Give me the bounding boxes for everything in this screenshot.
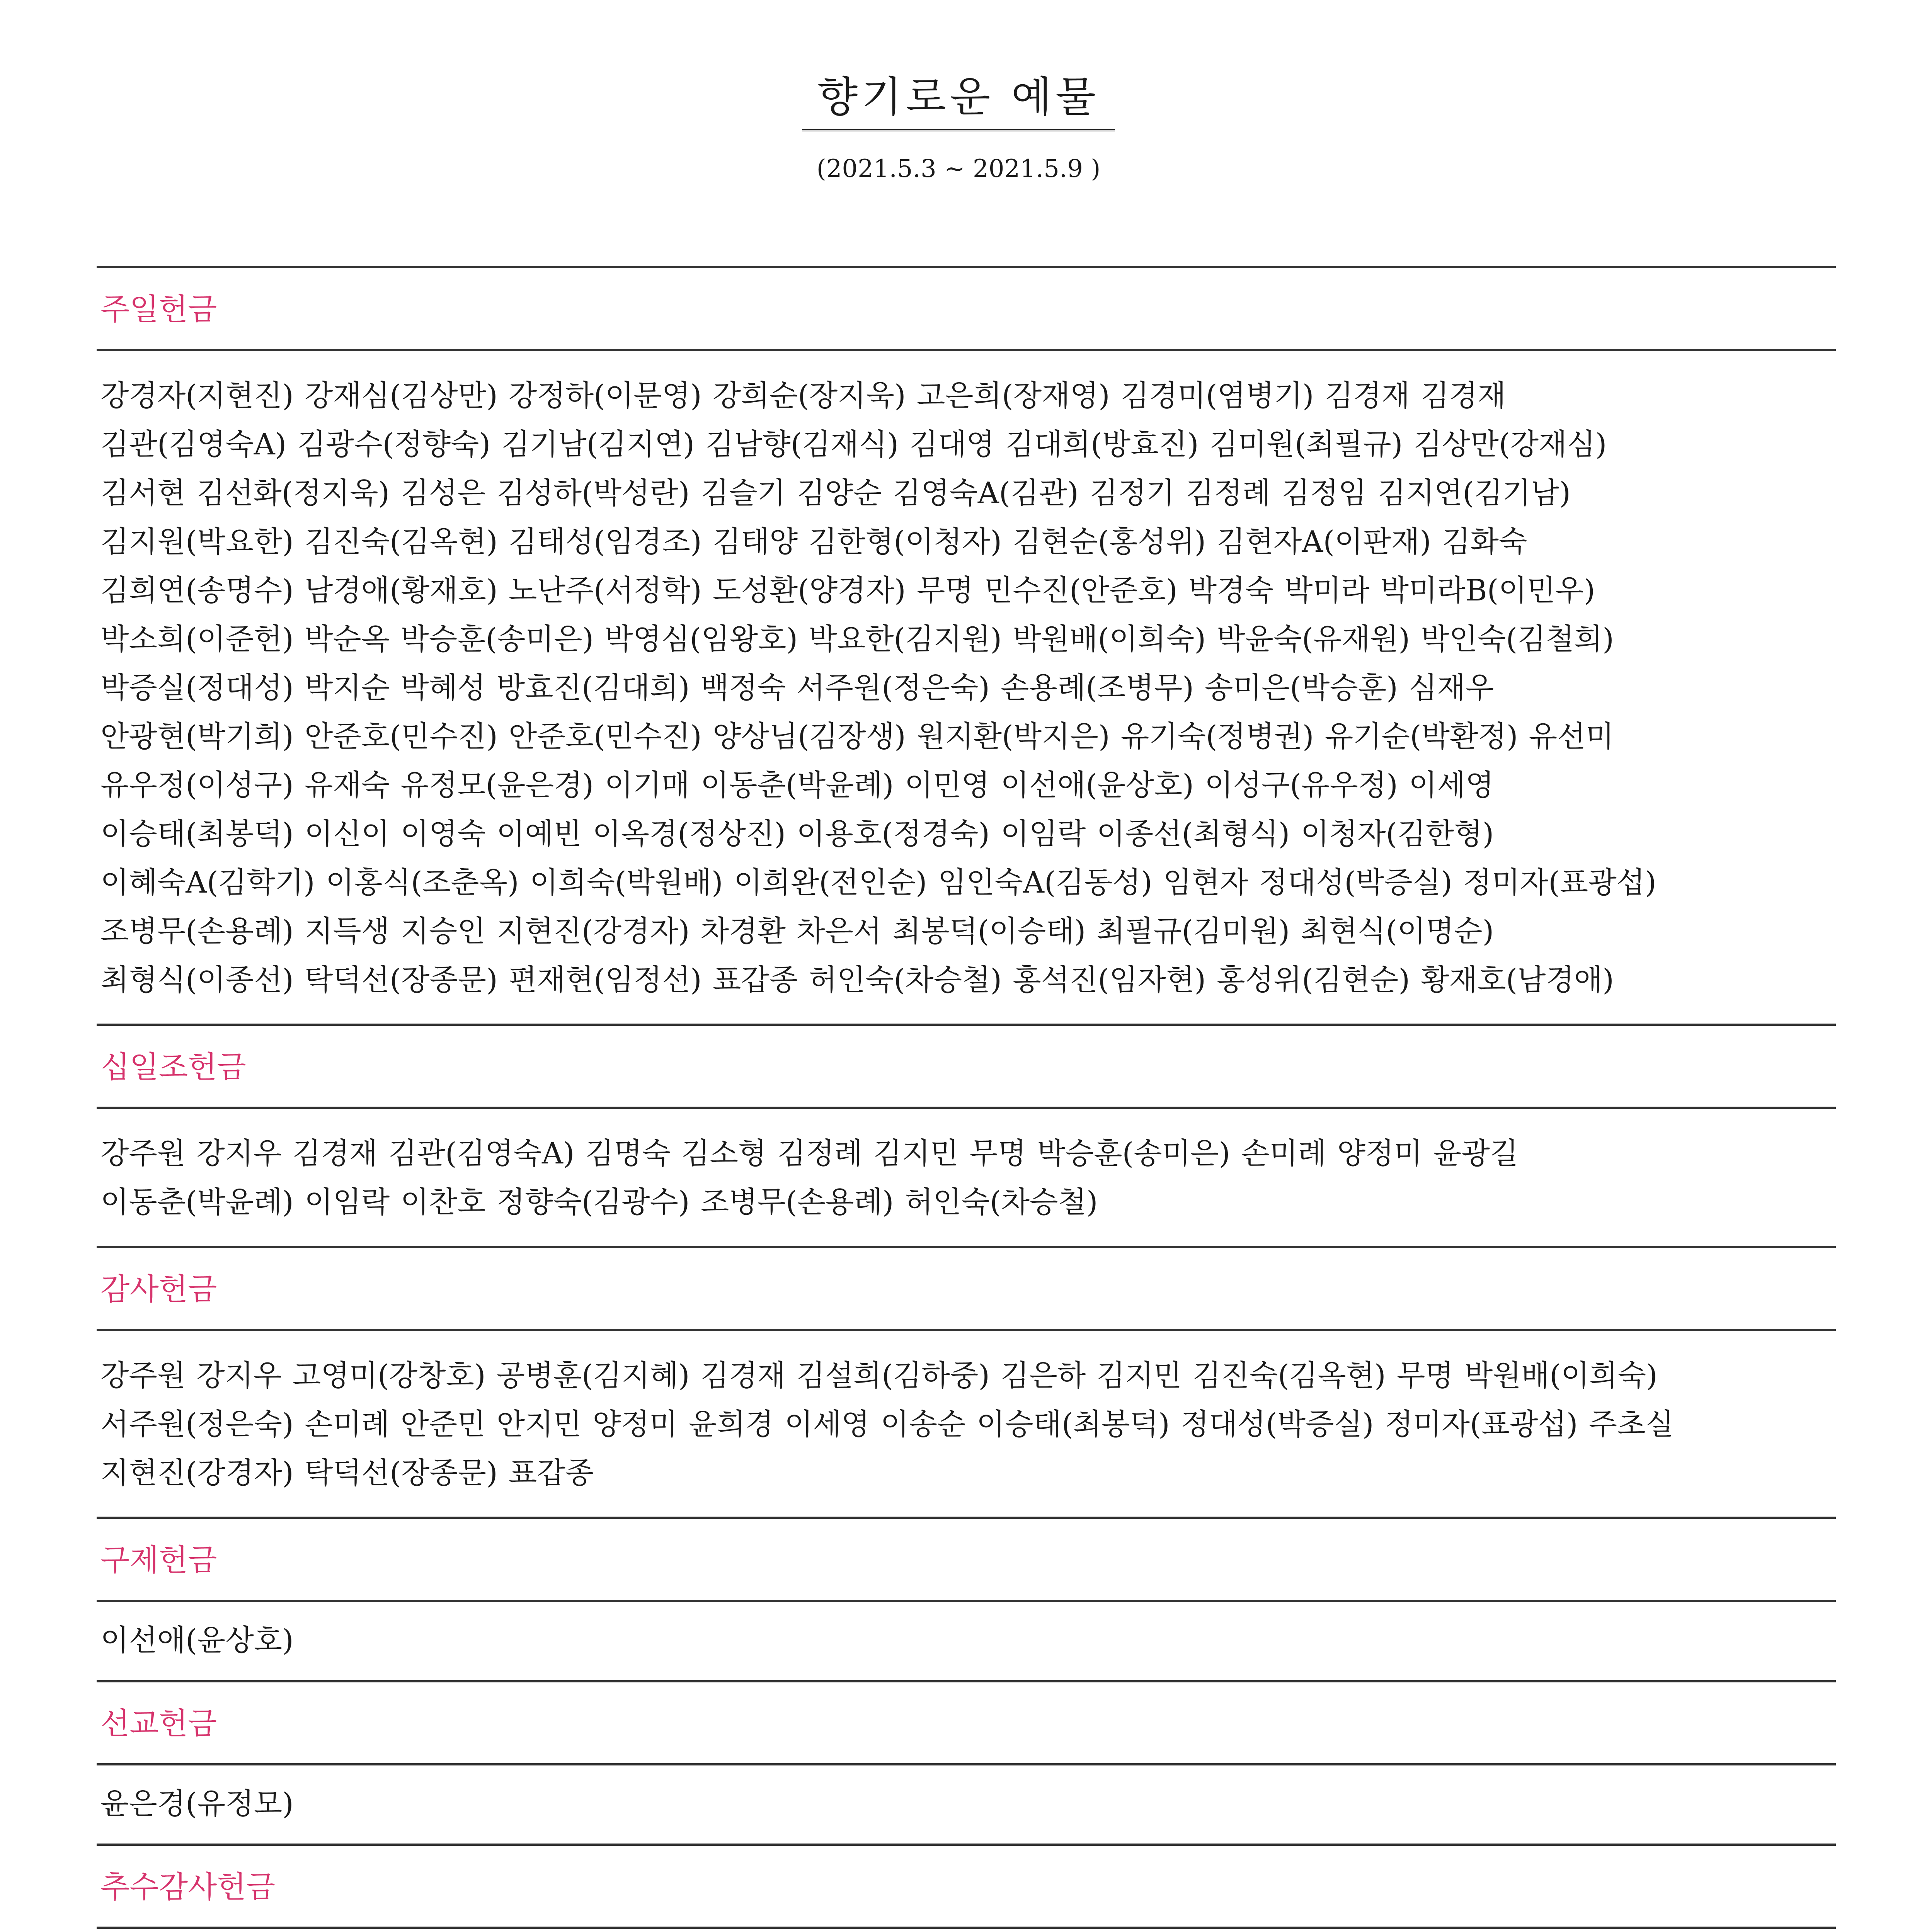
name-line: 강경자(지현진) 강재심(김상만) 강정하(이문영) 강희순(장지욱) 고은희(장재영) 김경미(염병기) 김경재 김경재 — [100, 378, 1506, 413]
title-block — [0, 73, 1917, 131]
name-line: 유우정(이성구) 유재숙 유정모(윤은경) 이기매 이동춘(박윤례) 이민영 이선애(윤상호) 이성구(유우정) 이세영 — [100, 768, 1494, 802]
section-names — [97, 1765, 1836, 1846]
name-line: 강주원 강지우 고영미(강창호) 공병훈(김지혜) 김경재 김설희(김하중) 김은하 김지민 김진숙(김옥현) 무명 박원배(이희숙) — [100, 1358, 1658, 1393]
section-thanksgiving — [97, 1248, 1836, 1519]
name-line: 최형식(이종선) 탁덕선(장종문) 편재현(임정선) 표갑종 허인숙(차승철) 홍석진(임자현) 홍성위(김현순) 황재호(남경애) — [100, 963, 1614, 997]
name-line: 박소희(이준헌) 박순옥 박승훈(송미은) 박영심(임왕호) 박요한(김지원) 박원배(이희숙) 박윤숙(유재원) 박인숙(김철희) — [100, 622, 1614, 656]
date-range: (2021.5.3 ~ 2021.5.9 ) — [816, 155, 1101, 183]
name-line: 안광현(박기희) 안준호(민수진) 안준호(민수진) 양상님(김장생) 원지환(박지은) 유기숙(정병권) 유기순(박환정) 유선미 — [100, 719, 1614, 753]
section-label: 감사헌금 — [97, 1248, 1836, 1331]
name-line: 김관(김영숙A) 김광수(정향숙) 김기남(김지연) 김남향(김재식) 김대영 김대희(방효진) 김미원(최필규) 김상만(강재심) — [100, 427, 1607, 461]
section-label: 십일조헌금 — [97, 1026, 1836, 1109]
name-line: 이승태(최봉덕) 이신이 이영숙 이예빈 이옥경(정상진) 이용호(정경숙) 이임락 이종선(최형식) 이청자(김한형) — [100, 816, 1494, 851]
section-label: 선교헌금 — [97, 1682, 1836, 1765]
section-sunday — [97, 268, 1836, 1026]
section-label: 구제헌금 — [97, 1519, 1836, 1602]
section-tithe — [97, 1026, 1836, 1248]
name-line: 이선애(윤상호) — [100, 1623, 294, 1657]
page-title: 향기로운 예물 — [802, 73, 1115, 131]
section-names — [97, 1929, 1836, 1932]
section-harvest — [97, 1846, 1836, 1932]
name-line: 조병무(손용례) 지득생 지승인 지현진(강경자) 차경환 차은서 최봉덕(이승태) 최필규(김미원) 최현식(이명순) — [100, 914, 1494, 948]
name-line: 윤은경(유정모) — [100, 1786, 294, 1821]
section-mission — [97, 1682, 1836, 1846]
name-line: 김희연(송명수) 남경애(황재호) 노난주(서정학) 도성환(양경자) 무명 민수진(안준호) 박경숙 박미라 박미라B(이민우) — [100, 573, 1595, 607]
name-line: 김지원(박요한) 김진숙(김옥현) 김태성(임경조) 김태양 김한형(이청자) 김현순(홍성위) 김현자A(이판재) 김화숙 — [100, 524, 1527, 559]
section-names — [97, 1109, 1836, 1248]
section-names — [97, 351, 1836, 1026]
section-names — [97, 1331, 1836, 1519]
name-line: 강주원 강지우 김경재 김관(김영숙A) 김명숙 김소형 김정례 김지민 무명 박승훈(송미은) 손미례 양정미 윤광길 — [100, 1136, 1519, 1170]
section-label: 추수감사헌금 — [97, 1846, 1836, 1929]
name-line: 이동춘(박윤례) 이임락 이찬호 정향숙(김광수) 조병무(손용례) 허인숙(차승철) — [100, 1185, 1098, 1219]
name-line: 서주원(정은숙) 손미례 안준민 안지민 양정미 윤희경 이세영 이송순 이승태(최봉덕) 정대성(박증실) 정미자(표광섭) 주초실 — [100, 1407, 1674, 1441]
section-label: 주일헌금 — [97, 268, 1836, 351]
name-line: 김서현 김선화(정지욱) 김성은 김성하(박성란) 김슬기 김양순 김영숙A(김관) 김정기 김정례 김정임 김지연(김기남) — [100, 476, 1571, 510]
name-line: 박증실(정대성) 박지순 박혜성 방효진(김대희) 백정숙 서주원(정은숙) 손용례(조병무) 송미은(박승훈) 심재우 — [100, 670, 1494, 705]
offering-list — [97, 266, 1836, 1932]
name-line: 지현진(강경자) 탁덕선(장종문) 표갑종 — [100, 1456, 594, 1490]
section-names — [97, 1602, 1836, 1682]
section-relief — [97, 1519, 1836, 1682]
name-line: 이혜숙A(김학기) 이홍식(조춘옥) 이희숙(박원배) 이희완(전인순) 임인숙A(김동성) 임현자 정대성(박증실) 정미자(표광섭) — [100, 865, 1657, 900]
